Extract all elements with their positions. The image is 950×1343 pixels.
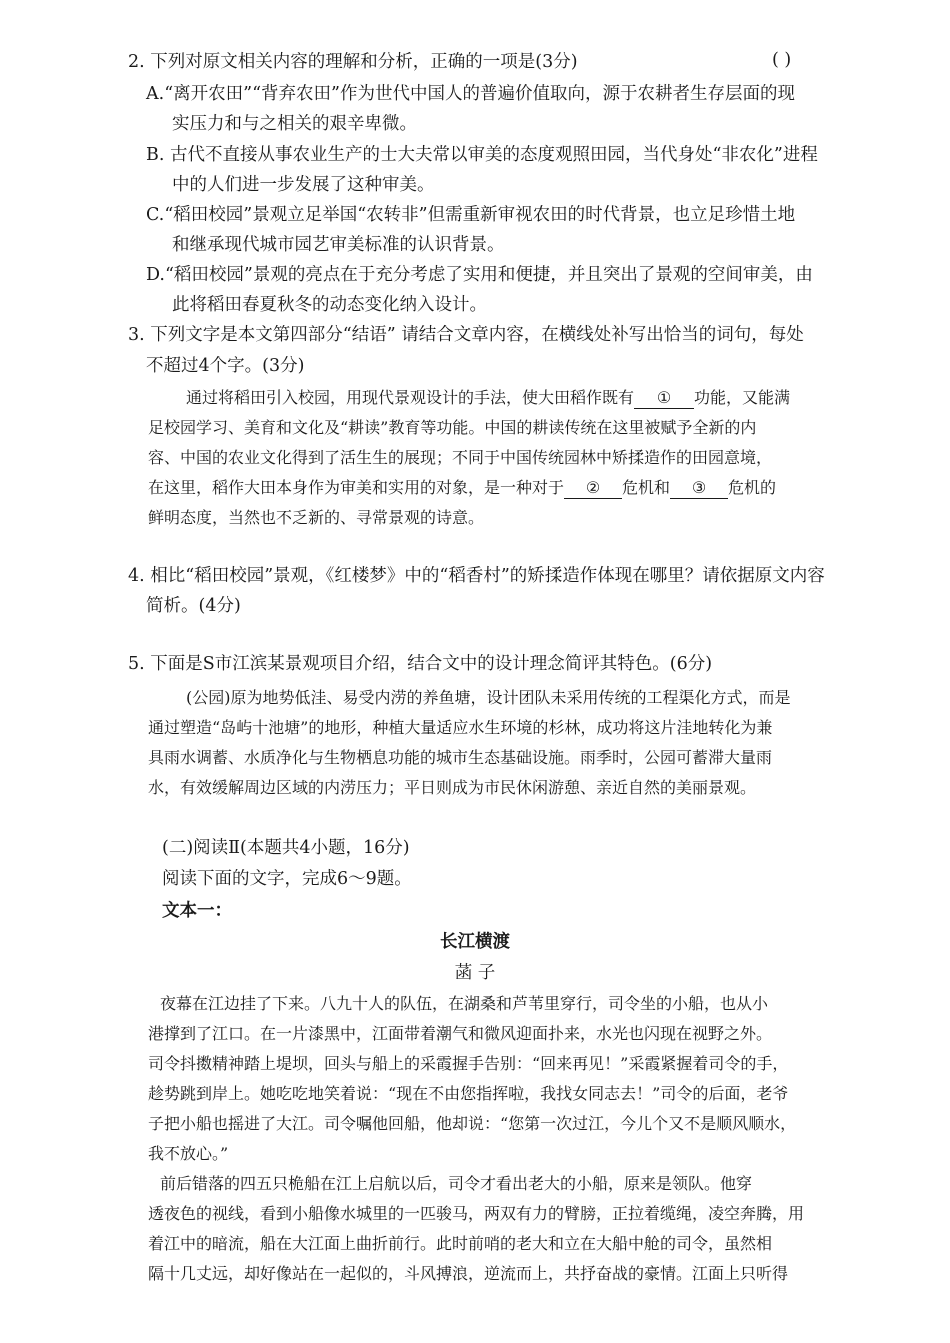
- q2-answer-paren: ( ): [772, 50, 792, 70]
- article-line: 司令抖擞精神踏上堤坝，回头与船上的采霞握手告别：“回来再见！”采霞紧握着司令的手，: [148, 1054, 789, 1073]
- q2-option-a-line2: 实压力和与之相关的艰辛卑微。: [172, 114, 417, 134]
- article-line: 透夜色的视线，看到小船像水城里的一匹骏马，两双有力的臂膀，正拉着缆绳，凌空奔腾，用: [148, 1204, 805, 1223]
- q3-passage-text: 危机和: [622, 478, 671, 497]
- q5-passage-line4: 水，有效缓解周边区域的内涝压力；平日则成为市民休闲游憩、亲近自然的美丽景观。: [148, 778, 757, 797]
- q3-passage-line2: 足校园学习、美育和文化及“耕读”教育等功能。中国的耕读传统在这里被赋予全新的内: [148, 418, 757, 437]
- q4-line2: 简析。(4分): [146, 596, 241, 616]
- q3-blank-1: ①: [634, 388, 694, 409]
- q3-passage-text: 通过将稻田引入校园，用现代景观设计的手法，使大田稻作既有: [186, 388, 635, 407]
- q3-passage-text: 功能，又能满: [694, 388, 791, 407]
- q3-blank-3: ③: [670, 478, 728, 499]
- q2-option-c-line1: C.“稻田校园”景观立足举国“农转非”但需重新审视农田的时代背景，也立足珍惜土地: [146, 205, 796, 225]
- article-line: 夜幕在江边挂了下来。八九十人的队伍，在湖桑和芦苇里穿行，司令坐的小船，也从小: [160, 994, 769, 1013]
- q3-blank-2: ②: [564, 478, 622, 499]
- q2-option-b-line1: B. 古代不直接从事农业生产的士大夫常以审美的态度观照田园，当代身处“非农化”进程: [146, 145, 818, 165]
- q5-stem: 5. 下面是S市江滨某景观项目介绍，结合文中的设计理念简评其特色。(6分): [128, 654, 713, 674]
- section2-instruction: 阅读下面的文字，完成6～9题。: [162, 869, 412, 889]
- section2-text-label: 文本一：: [162, 901, 232, 921]
- q3-passage-line5: 鲜明态度，当然也不乏新的、寻常景观的诗意。: [148, 508, 485, 527]
- article-line: 子把小船也摇进了大江。司令嘱他回船，他却说：“您第一次过江，今儿个又不是顺风顺水，: [148, 1114, 797, 1133]
- q4-line1: 4. 相比“稻田校园”景观，《红楼梦》中的“稻香村”的矫揉造作体现在哪里？请依据原文内容: [128, 566, 825, 586]
- article-line: 我不放心。”: [148, 1144, 229, 1163]
- section2-heading: (二)阅读Ⅱ(本题共4小题，16分): [162, 838, 410, 858]
- q2-option-a-line1: A.“离开农田”“背弃农田”作为世代中国人的普遍价值取向，源于农耕者生存层面的现: [146, 84, 795, 104]
- article-author: 菡 子: [454, 963, 496, 983]
- q3-passage-text: 在这里，稻作大田本身作为审美和实用的对象，是一种对于: [148, 478, 565, 497]
- q3-passage-line4: [148, 476, 776, 500]
- q2-option-c-line2: 和继承现代城市园艺审美标准的认识背景。: [172, 235, 505, 255]
- q3-passage-line3: 容、中国的农业文化得到了活生生的展现；不同于中国传统园林中矫揉造作的田园意境，: [148, 448, 773, 467]
- q2-option-d-line1: D.“稻田校园”景观的亮点在于充分考虑了实用和便捷，并且突出了景观的空间审美，由: [146, 265, 813, 285]
- article-title: 长江横渡: [440, 932, 510, 952]
- q3-passage-text: 危机的: [728, 478, 777, 497]
- q5-passage-line1: (公园)原为地势低洼、易受内涝的养鱼塘，设计团队未采用传统的工程渠化方式，而是: [186, 688, 791, 707]
- q3-stem-line1: 3. 下列文字是本文第四部分“结语” 请结合文章内容，在横线处补写出恰当的词句，每处: [128, 325, 804, 345]
- article-line: 前后错落的四五只桅船在江上启航以后，司令才看出老大的小船，原来是领队。他穿: [160, 1174, 753, 1193]
- article-line: 隔十几丈远，却好像站在一起似的，斗风搏浪，逆流而上，共抒奋战的豪情。江面上只听得: [148, 1264, 789, 1283]
- q2-stem: 2. 下列对原文相关内容的理解和分析，正确的一项是(3分): [128, 52, 578, 72]
- q2-option-d-line2: 此将稻田春夏秋冬的动态变化纳入设计。: [172, 295, 487, 315]
- q2-option-b-line2: 中的人们进一步发展了这种审美。: [172, 175, 435, 195]
- q3-passage-line1: [186, 386, 790, 410]
- q5-passage-line3: 具雨水调蓄、水质净化与生物栖息功能的城市生态基础设施。雨季时，公园可蓄滞大量雨: [148, 748, 773, 767]
- article-line: 着江中的暗流，船在大江面上曲折前行。此时前哨的老大和立在大船中舱的司令，虽然相: [148, 1234, 773, 1253]
- article-line: 港撑到了江口。在一片漆黑中，江面带着潮气和微风迎面扑来，水光也闪现在视野之外。: [148, 1024, 773, 1043]
- q5-passage-line2: 通过塑造“岛屿十池塘”的地形，种植大量适应水生环境的杉林，成功将这片洼地转化为兼: [148, 718, 773, 737]
- q3-stem-line2: 不超过4个字。(3分): [146, 356, 305, 376]
- article-line: 趁势跳到岸上。她吃吃地笑着说：“现在不由您指挥啦，我找女同志去！”司令的后面，老爷: [148, 1084, 789, 1103]
